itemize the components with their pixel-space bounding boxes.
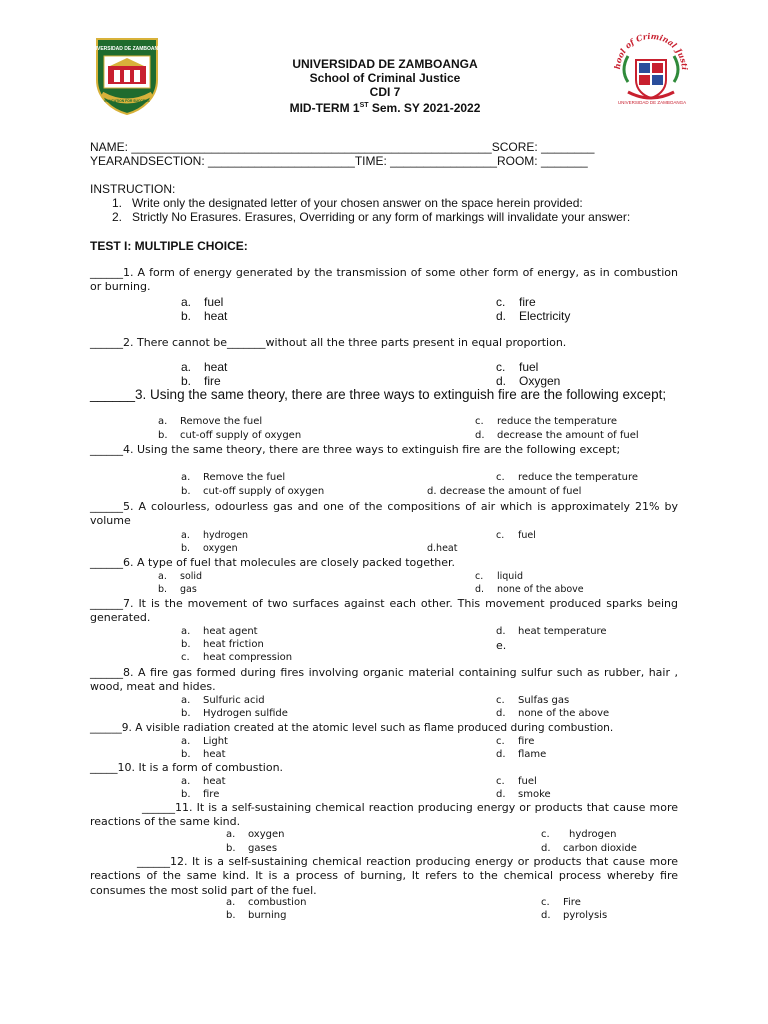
option-b: b. gas — [158, 584, 197, 595]
question-8: ______8. A fire gas formed during fires involving organic material containing sulfur such as rubber, hair , wood, meat and hides. — [90, 666, 678, 694]
option-a: a. heat — [181, 776, 226, 787]
exam-title: MID-TERM 1ST Sem. SY 2021-2022 — [289, 101, 481, 115]
university-shield-logo — [88, 36, 166, 116]
option-a: a. oxygen — [226, 829, 285, 840]
option-a: a. hydrogen — [181, 530, 249, 541]
option-d: d. none of the above — [496, 708, 610, 719]
question-5: ______5. A colourless, odourless gas and one of the compositions of air which is approximately 21% by volume — [90, 500, 678, 528]
option-b: b. gases — [226, 843, 278, 854]
option-a: a. heat agent — [181, 626, 258, 637]
option-c: c. heat compression — [181, 652, 293, 663]
year-section-time-room-line: YEARANDSECTION: ______________________TIME: ________________ROOM: _______ — [90, 154, 588, 168]
option-b: b. heat — [181, 309, 228, 323]
option-b: b. cut-off supply of oxygen — [158, 430, 302, 441]
option-c: c. reduce the temperature — [496, 472, 639, 483]
option-c: c. fuel — [496, 530, 536, 541]
option-d: d. pyrolysis — [541, 910, 608, 921]
document-header — [240, 57, 530, 115]
option-b: b. fire — [181, 789, 220, 800]
option-a: a. Remove the fuel — [181, 472, 286, 483]
option-b: b. heat — [181, 749, 226, 760]
question-11: ______11. It is a self-sustaining chemical reaction producing energy or products that cause more reactions of the same kind. — [90, 801, 678, 829]
instruction-item: 1. Write only the designated letter of your chosen answer on the space herein provided: — [112, 196, 583, 210]
instruction-item: 2. Strictly No Erasures. Erasures, Overriding or any form of markings will invalidate your answer: — [112, 210, 631, 224]
option-e: e. — [496, 639, 507, 652]
option-a: a. combustion — [226, 897, 307, 908]
question-1: ______1. A form of energy generated by the transmission of some other form of energy, as in combustion or burning. — [90, 266, 678, 294]
question-3: ______3. Using the same theory, there are three ways to extinguish fire are the following except; — [90, 387, 667, 402]
option-c: c. fuel — [496, 776, 537, 787]
option-a: a. heat — [181, 360, 228, 374]
option-b: b. heat friction — [181, 639, 264, 650]
option-c: c. fire — [496, 736, 535, 747]
course-code: CDI 7 — [369, 85, 401, 99]
instruction-label: INSTRUCTION: — [90, 182, 176, 196]
right-logo-arc-text: hool of Criminal Justi — [611, 30, 691, 71]
question-12: ______12. It is a self-sustaining chemical reaction producing energy or products that cause more reactions of the same kind. It is a process of burning, It refers to the chemical process whereby fire consumes the most solid part of the fuel. — [90, 855, 678, 897]
school-name: School of Criminal Justice — [309, 71, 461, 85]
left-logo-bottom-text: EDUCATION FOR SUCCESS — [104, 99, 150, 103]
option-b: b. burning — [226, 910, 287, 921]
option-a: a. Light — [181, 736, 228, 747]
option-d: d. decrease the amount of fuel — [475, 430, 639, 441]
option-c: c. fire — [496, 295, 536, 309]
option-b: b. Hydrogen sulfide — [181, 708, 288, 719]
option-d: d.heat — [427, 543, 458, 554]
option-a: a. fuel — [181, 295, 224, 309]
option-c: c. fuel — [496, 360, 539, 374]
option-d: d. decrease the amount of fuel — [427, 486, 582, 497]
right-logo-bottom-text: UNIVERSIDAD DE ZAMBOANGA — [617, 100, 687, 105]
option-c: c. reduce the temperature — [475, 416, 618, 427]
option-d: d. none of the above — [475, 584, 584, 595]
criminal-justice-seal-logo — [606, 30, 696, 110]
question-10: _____10. It is a form of combustion. — [90, 761, 284, 774]
left-logo-top-text: UNIVERSIDAD DE ZAMBOANGA — [88, 46, 166, 52]
name-score-line: NAME: ______________________________________________________SCORE: ________ — [90, 140, 595, 154]
option-b: b. fire — [181, 374, 221, 388]
university-name: UNIVERSIDAD DE ZAMBOANGA — [292, 57, 478, 71]
question-9: ______9. A visible radiation created at the atomic level such as flame produced during combustion. — [90, 722, 614, 734]
option-d: d. flame — [496, 749, 547, 760]
option-b: b. oxygen — [181, 543, 238, 554]
option-a: a. solid — [158, 571, 203, 582]
option-d: d. heat temperature — [496, 626, 607, 637]
option-c: c. Fire — [541, 897, 581, 908]
option-d: d. Electricity — [496, 309, 571, 323]
option-a: a. Remove the fuel — [158, 416, 263, 427]
option-a: a. Sulfuric acid — [181, 695, 265, 706]
question-4: ______4. Using the same theory, there are three ways to extinguish fire are the following except; — [90, 443, 621, 456]
test-title: TEST I: MULTIPLE CHOICE: — [90, 239, 248, 253]
question-2: ______2. There cannot be_______without all the three parts present in equal proportion. — [90, 336, 567, 349]
option-b: b. cut-off supply of oxygen — [181, 486, 325, 497]
option-d: d. carbon dioxide — [541, 843, 637, 854]
option-d: d. smoke — [496, 789, 551, 800]
question-6: ______6. A type of fuel that molecules are closely packed together. — [90, 556, 456, 569]
question-7: ______7. It is the movement of two surfaces against each other. This movement produced sparks being generated. — [90, 597, 678, 625]
option-c: c. liquid — [475, 571, 523, 582]
option-d: d. Oxygen — [496, 374, 561, 388]
option-c: c. hydrogen — [541, 829, 617, 840]
option-c: c. Sulfas gas — [496, 695, 570, 706]
